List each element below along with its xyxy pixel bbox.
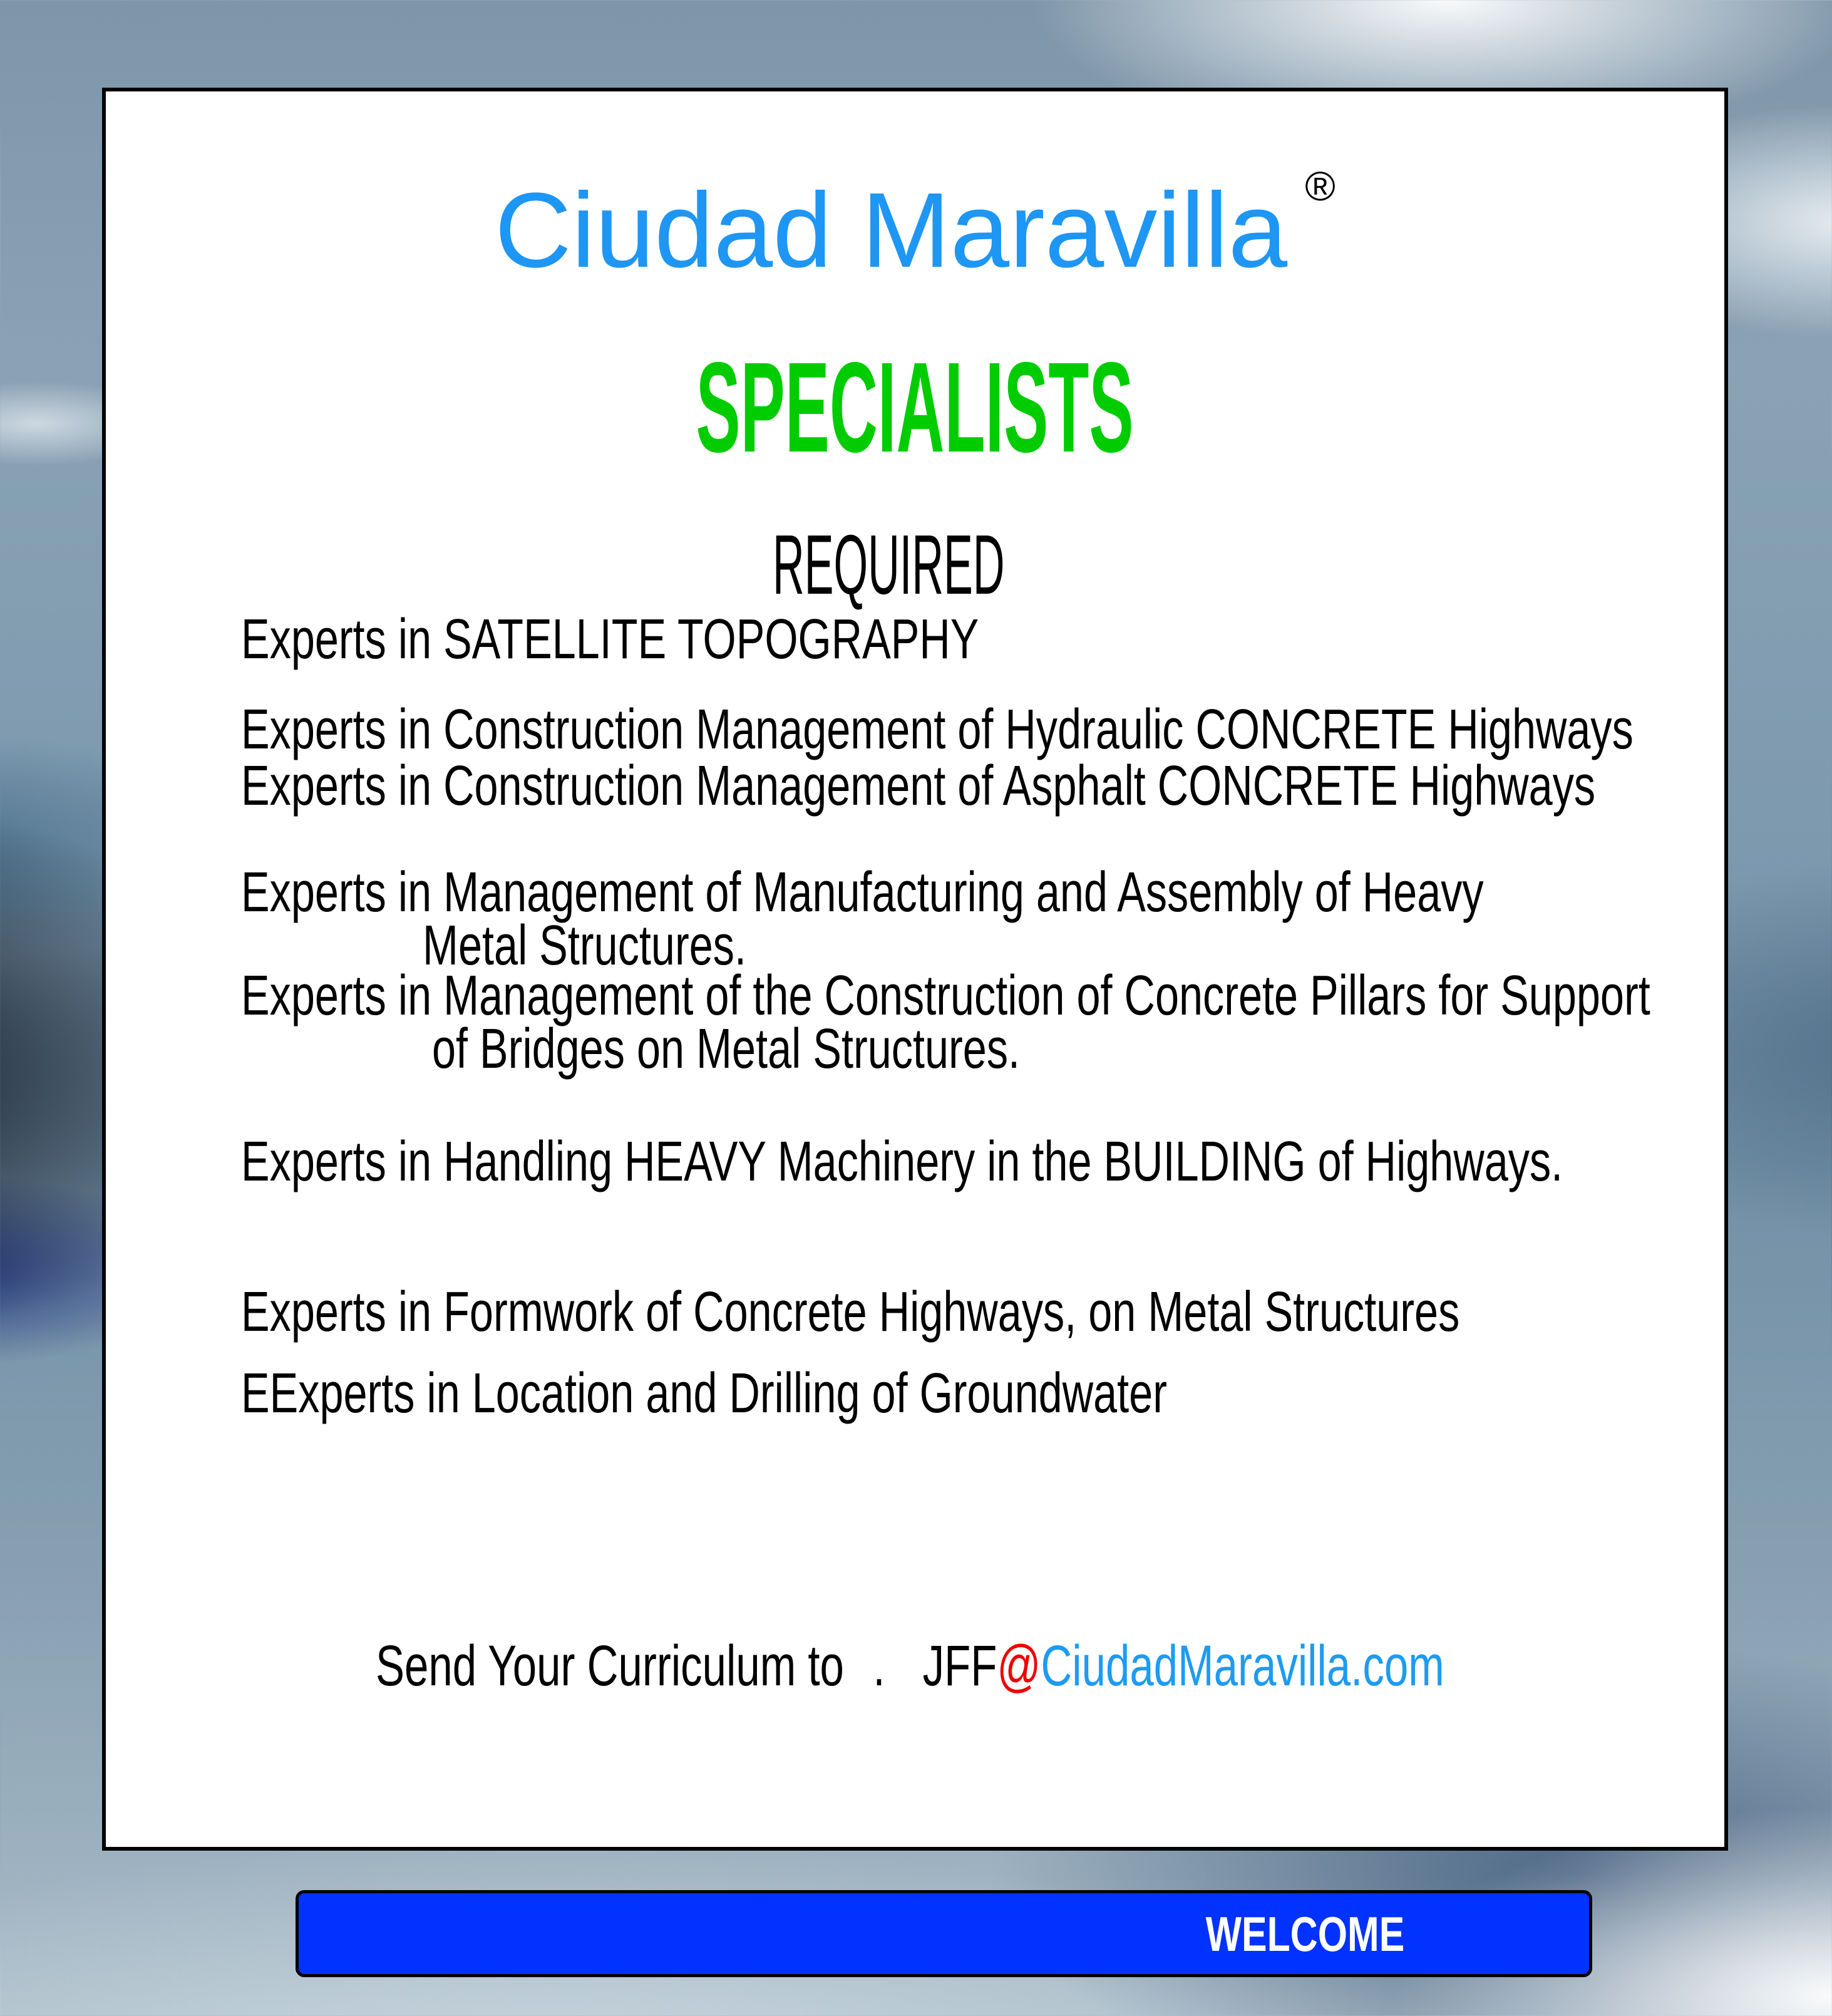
contact-prefix: Send Your Curriculum to xyxy=(376,1634,844,1698)
specialists-headline-text: SPECIALISTS xyxy=(696,336,1134,479)
requirement-text: Experts in Construction Management of Hydraulic CONCRETE Highways xyxy=(241,698,1634,761)
requirement-text: Experts in SATELLITE TOPOGRAPHY xyxy=(241,608,979,671)
requirement-line-continuation xyxy=(432,1018,1206,1080)
requirement-line xyxy=(241,1130,1832,1193)
content-panel xyxy=(102,88,1728,1851)
requirement-line xyxy=(241,608,1212,671)
required-subheadline-text: REQUIRED xyxy=(773,517,1005,612)
requirement-text: Experts in Formwork of Concrete Highways, on Metal Structures xyxy=(241,1281,1460,1343)
requirement-text: of Bridges on Metal Structures. xyxy=(432,1018,1021,1080)
requirement-text: Experts in Construction Management of Asphalt CONCRETE Highways xyxy=(241,755,1596,817)
registered-trademark-symbol: ® xyxy=(1305,163,1335,209)
required-subheadline xyxy=(80,517,1698,612)
requirement-text: Experts in Handling HEAVY Machinery in the BUILDING of Highways. xyxy=(241,1130,1563,1193)
specialists-headline xyxy=(106,336,1724,479)
contact-line xyxy=(376,1634,1801,1698)
page-title xyxy=(106,163,1724,290)
requirement-line xyxy=(241,1362,1459,1425)
email-user[interactable]: JFF xyxy=(922,1634,997,1698)
contact-separator: . xyxy=(873,1634,885,1698)
requirement-line xyxy=(241,755,1832,817)
requirement-text: Experts in Management of the Construction of Concrete Pillars for Support xyxy=(241,964,1650,1027)
email-domain[interactable]: CiudadMaravilla.com xyxy=(1041,1634,1444,1698)
welcome-button-label: WELCOME xyxy=(1205,1906,1404,1962)
requirement-text: Experts in Management of Manufacturing and Assembly of Heavy xyxy=(241,861,1484,924)
email-at-symbol[interactable]: @ xyxy=(997,1634,1041,1698)
requirement-text: EExperts in Location and Drilling of Groundwater xyxy=(241,1362,1167,1425)
requirement-line xyxy=(241,698,1832,761)
requirement-text: Metal Structures. xyxy=(423,914,746,977)
requirement-line xyxy=(241,861,1832,924)
requirement-line xyxy=(241,1281,1832,1343)
welcome-button[interactable] xyxy=(296,1890,1592,1977)
brand-text: Ciudad Maravilla xyxy=(495,171,1288,290)
requirement-line xyxy=(241,964,1832,1027)
